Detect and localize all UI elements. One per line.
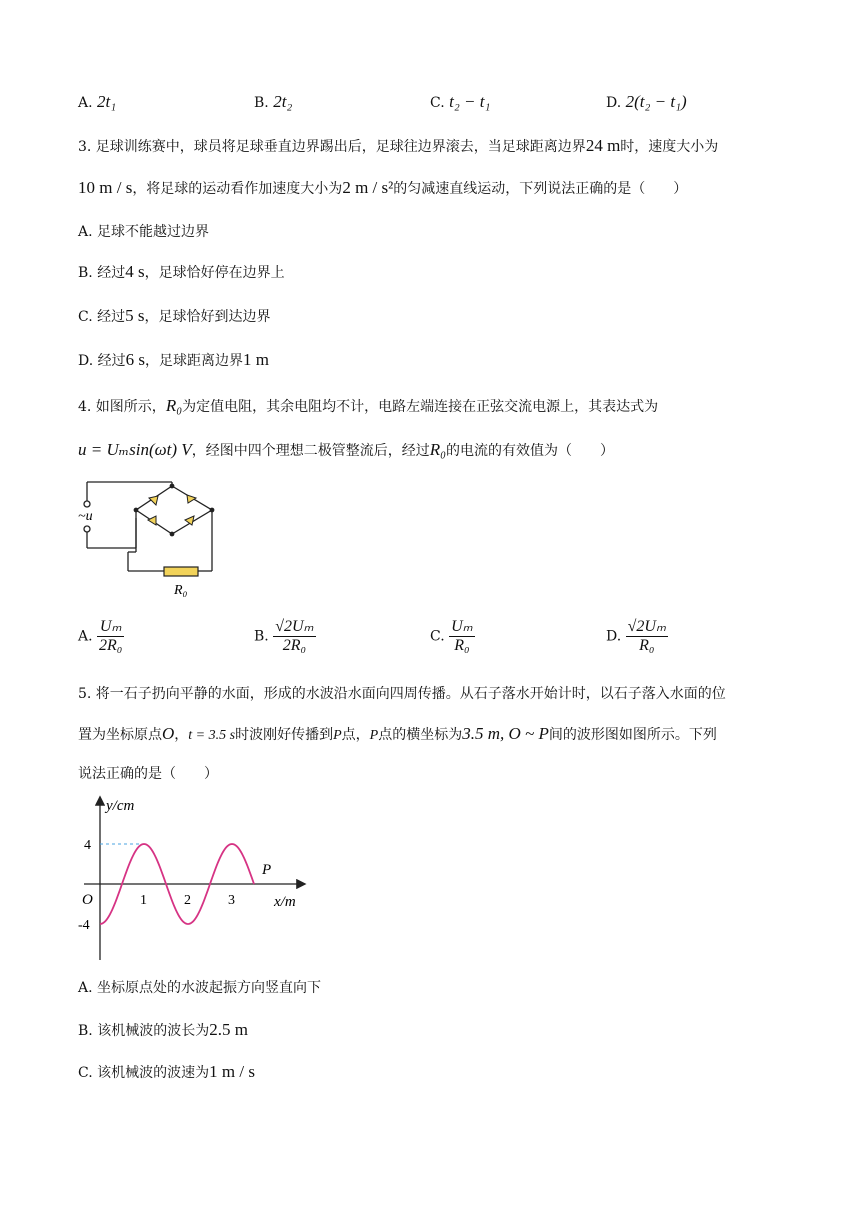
q5-stem-line3: 说法正确的是（ ） — [78, 766, 218, 782]
q5-option-a: A. 坐标原点处的水波起振方向竖直向下 — [78, 980, 322, 996]
x-tick-2: 2 — [184, 893, 191, 908]
q2-option-b: B. 2t₂ — [254, 92, 293, 111]
x-axis-label: x/m — [274, 894, 296, 910]
wave-chart — [70, 790, 320, 966]
diode-4 — [185, 516, 194, 525]
q2-option-a: A. 2t₁ — [78, 92, 117, 111]
resistor-r0 — [164, 567, 198, 576]
q4-option-b: B. $\frac{\text{√2Uₘ}}{\text{2R₀}}$ — [254, 618, 314, 654]
q2-option-c: C. t₂ − t₁ — [430, 92, 491, 111]
q3-option-c: C. 经过5 s，足球恰好到达边界 — [78, 306, 271, 325]
resistor-label: R₀ — [174, 583, 188, 598]
y-axis-label: y/cm — [106, 798, 135, 814]
q3-option-b: B. 经过4 s，足球恰好停在边界上 — [78, 262, 285, 281]
q4-option-d: D. $\frac{\text{√2Uₘ}}{\text{R₀}}$ — [606, 618, 666, 654]
origin-label: O — [82, 892, 93, 908]
source-label: ~u — [78, 509, 93, 524]
q3-stem-line2: 10 m / s，将足球的运动看作加速度大小为2 m / s²的匀减速直线运动，下列说法正确的是（ ） — [78, 178, 688, 197]
source-terminal-bottom — [84, 526, 90, 532]
q4-option-a: A. $\frac{\text{Uₘ}}{\text{2R₀}}$ — [78, 618, 123, 654]
y-tick-4: 4 — [84, 838, 91, 853]
q4-option-c: C. $\frac{\text{Uₘ}}{\text{R₀}}$ — [430, 618, 473, 654]
source-terminal-top — [84, 501, 90, 507]
diode-2 — [187, 495, 196, 503]
q3-option-a: A. 足球不能越过边界 — [78, 224, 210, 240]
q3-stem-line1: 3. 足球训练赛中，球员将足球垂直边界踢出后，足球往边界滚去，当足球距离边界24 m时，速度大小为 — [78, 136, 719, 155]
q2-option-d: D. 2(t₂ − t₁) — [606, 92, 687, 111]
q4-stem-line1: 4. 如图所示，R₀为定值电阻，其余电阻均不计，电路左端连接在正弦交流电源上，其表达式为 — [78, 396, 659, 415]
bridge-rectifier-circuit — [76, 476, 226, 602]
x-tick-3: 3 — [228, 893, 235, 908]
q5-stem-line1: 5. 将一石子扔向平静的水面，形成的水波沿水面向四周传播。从石子落水开始计时，以石子落入水面的位 — [78, 686, 726, 702]
q5-stem-line2: 置为坐标原点O，t = 3.5 s时波刚好传播到P点，P点的横坐标为3.5 m, O ~ P间的波形图如图所示。下列 — [78, 724, 717, 743]
y-tick-neg4: -4 — [78, 918, 90, 933]
x-tick-1: 1 — [140, 893, 147, 908]
q3-option-d: D. 经过6 s，足球距离边界1 m — [78, 350, 269, 369]
point-p-label: P — [262, 862, 272, 878]
q5-option-b: B. 该机械波的波长为2.5 m — [78, 1020, 248, 1039]
diode-3 — [148, 516, 156, 525]
q4-stem-line2: u = Uₘsin(ωt) V，经图中四个理想二极管整流后，经过R₀的电流的有效值为（ ） — [78, 440, 614, 459]
q5-option-c: C. 该机械波的波速为1 m / s — [78, 1062, 255, 1081]
